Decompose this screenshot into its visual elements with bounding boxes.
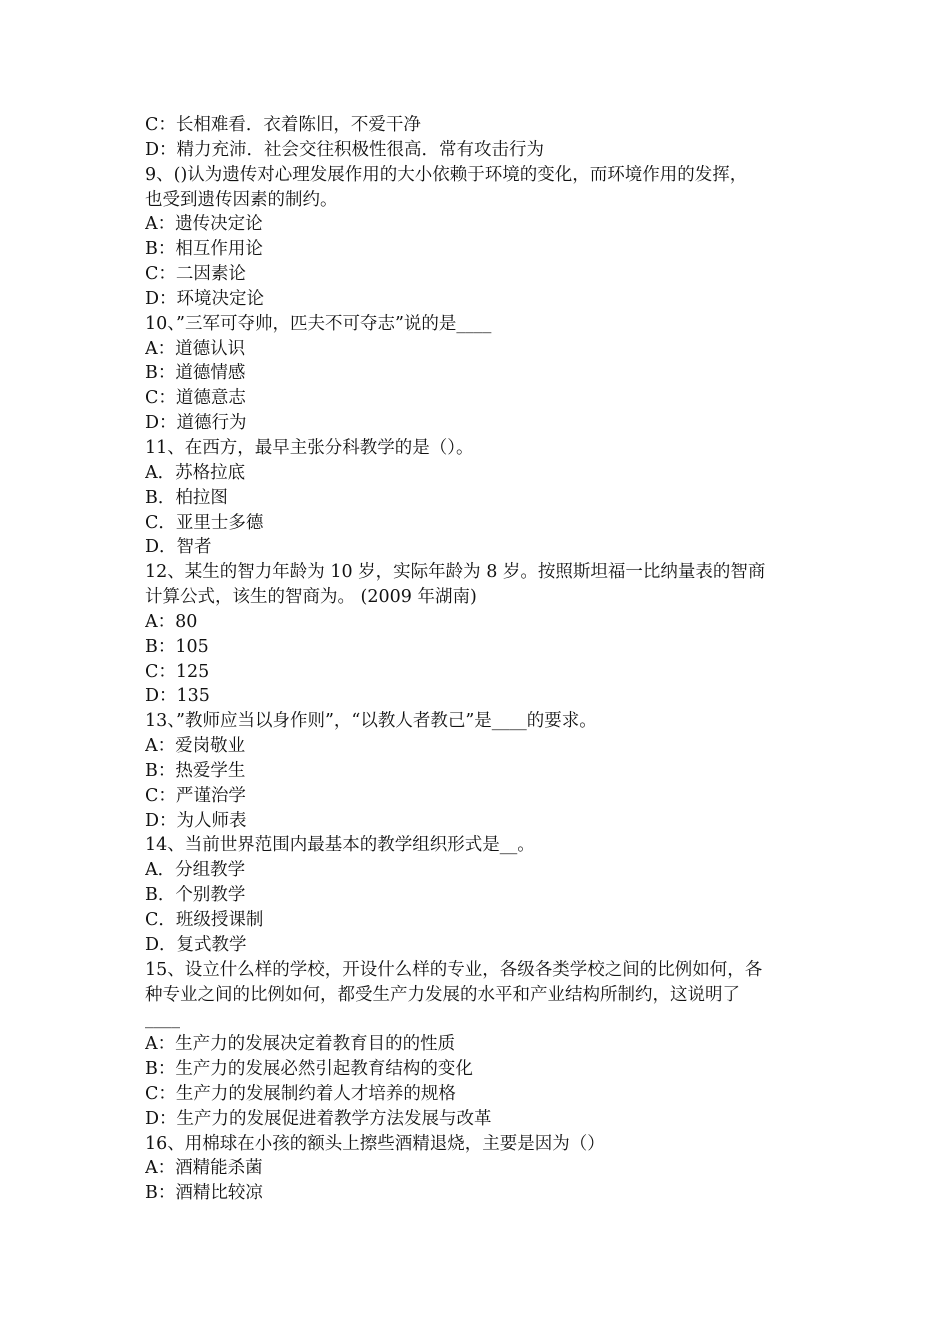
option-line: D：道德行为 bbox=[145, 413, 247, 434]
option-line: A：道德认识 bbox=[145, 338, 246, 359]
question-line: 种专业之间的比例如何，都受生产力发展的水平和产业结构所制约，这说明了 bbox=[145, 984, 740, 1005]
question-line: ____ bbox=[145, 1009, 180, 1030]
option-line: D．复式教学 bbox=[145, 934, 247, 955]
question-line: 计算公式，该生的智商为。 (2009 年湖南) bbox=[145, 587, 477, 608]
option-line: B．个别教学 bbox=[145, 885, 246, 906]
question-line: 14、当前世界范围内最基本的教学组织形式是__。 bbox=[145, 835, 535, 856]
option-line: B：105 bbox=[145, 636, 209, 657]
option-line: A：酒精能杀菌 bbox=[145, 1158, 263, 1179]
option-line: C：125 bbox=[145, 661, 210, 682]
question-line: 10、”三军可夺帅，匹夫不可夺志”说的是____ bbox=[145, 313, 492, 334]
option-line: A：80 bbox=[145, 611, 198, 632]
option-line: A：爱岗敬业 bbox=[145, 736, 246, 757]
option-line: A．苏格拉底 bbox=[145, 462, 246, 483]
question-line: 16、用棉球在小孩的额头上擦些酒精退烧，主要是因为（） bbox=[145, 1133, 605, 1154]
option-line: B：生产力的发展必然引起教育结构的变化 bbox=[145, 1059, 473, 1080]
option-line: C．亚里士多德 bbox=[145, 512, 264, 533]
option-line: A：遗传决定论 bbox=[145, 214, 263, 235]
option-line: A：生产力的发展决定着教育目的的性质 bbox=[145, 1034, 456, 1055]
option-line: B．柏拉图 bbox=[145, 487, 228, 508]
option-line: D．智者 bbox=[145, 537, 212, 558]
option-line: B：相互作用论 bbox=[145, 239, 263, 260]
option-line: D：135 bbox=[145, 686, 210, 707]
option-line: B：酒精比较凉 bbox=[145, 1183, 263, 1204]
question-line: 12、某生的智力年龄为 10 岁，实际年龄为 8 岁。按照斯坦福一比纳量表的智商 bbox=[145, 562, 766, 583]
option-line: C：二因素论 bbox=[145, 264, 246, 285]
question-line: 11、在西方，最早主张分科教学的是（）。 bbox=[145, 437, 474, 458]
option-line: B：热爱学生 bbox=[145, 760, 246, 781]
option-line: C．班级授课制 bbox=[145, 910, 264, 930]
option-line: D：生产力的发展促进着教学方法发展与改革 bbox=[145, 1108, 492, 1129]
option-line: C：生产力的发展制约着人才培养的规格 bbox=[145, 1083, 456, 1104]
option-line: D：环境决定论 bbox=[145, 288, 265, 309]
option-line: B：道德情感 bbox=[145, 363, 246, 384]
option-line: D：为人师表 bbox=[145, 810, 247, 831]
question-line: 13、”教师应当以身作则”，“以教人者教己”是____的要求。 bbox=[145, 711, 597, 732]
option-line: C：道德意志 bbox=[145, 388, 246, 409]
question-line: 也受到遗传因素的制约。 bbox=[145, 189, 338, 210]
option-line: C：严谨治学 bbox=[145, 785, 246, 806]
option-line: D：精力充沛．社会交往积极性很高．常有攻击行为 bbox=[145, 139, 545, 160]
question-line: 9、()认为遗传对心理发展作用的大小依赖于环境的变化，而环境作用的发挥， bbox=[145, 164, 748, 185]
option-line: A．分组教学 bbox=[145, 860, 246, 881]
document-body bbox=[145, 113, 810, 1206]
question-line: 15、设立什么样的学校，开设什么样的专业，各级各类学校之间的比例如何，各 bbox=[145, 959, 763, 980]
option-line: C：长相难看．衣着陈旧，不爱干净 bbox=[145, 115, 421, 135]
